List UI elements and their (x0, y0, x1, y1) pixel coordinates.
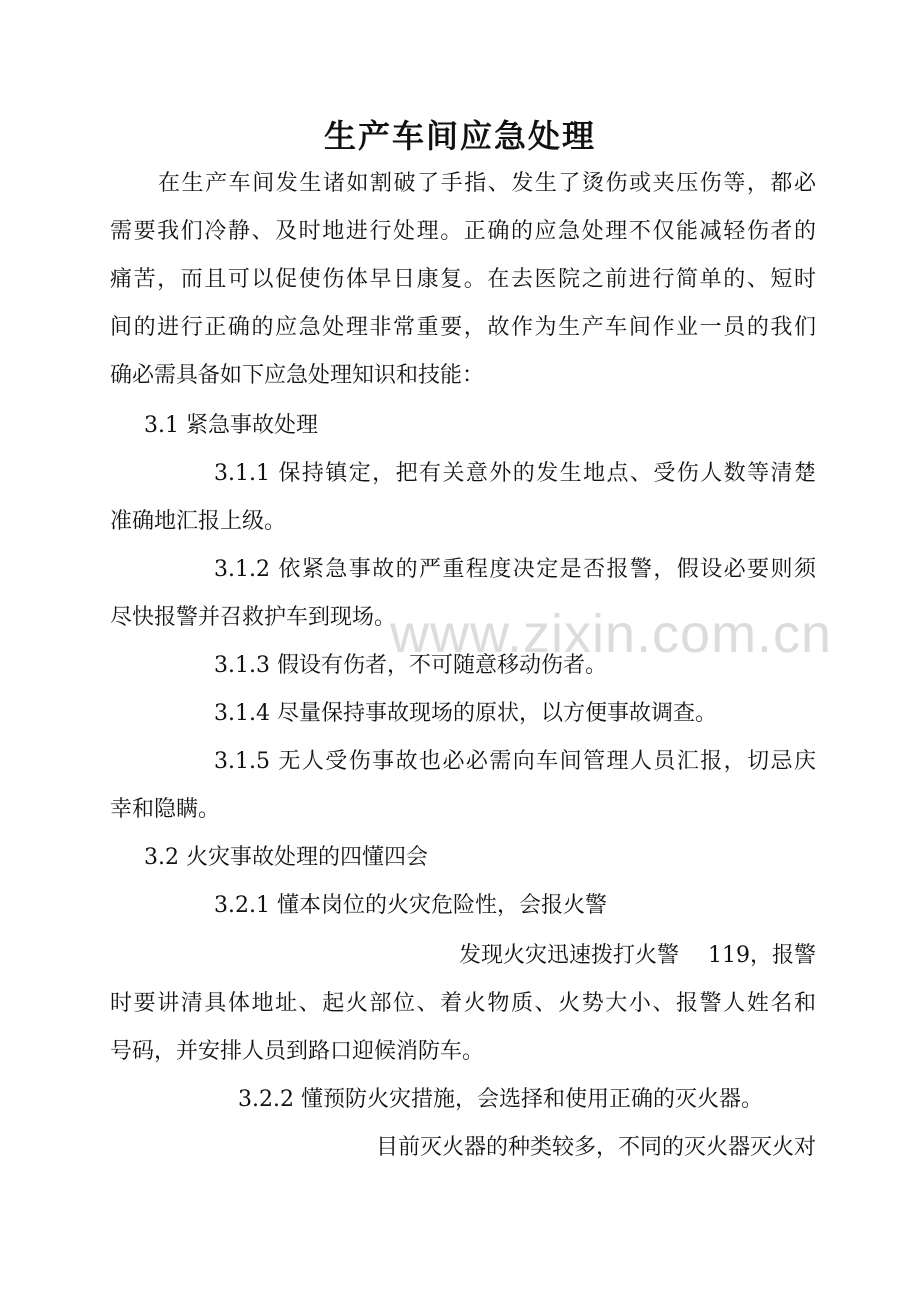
intro-line-4: 间的进行正确的应急处理非常重要，故作为生产车间作业一员的我们 (110, 315, 816, 340)
intro-line-5: 确必需具备如下应急处理知识和技能： (110, 363, 485, 388)
item-3-1-1-line-2: 准确地汇报上级。 (110, 509, 287, 534)
item-3-1-3: 3.1.3 假设有伤者，不可随意移动伤者。 (214, 653, 607, 678)
item-3-2-1: 3.2.1 懂本岗位的火灾危险性，会报火警 (214, 893, 607, 918)
section-3-2-heading: 3.2 火灾事故处理的四懂四会 (144, 845, 428, 870)
item-3-2-1-body-line-1: 发现火灾迅速拨打火警 119，报警 (459, 943, 816, 968)
item-3-1-5-line-2: 幸和隐瞒。 (110, 797, 221, 822)
item-3-2-1-body-line-3: 号码，并安排人员到路口迎候消防车。 (110, 1039, 485, 1064)
intro-line-3: 痛苦，而且可以促使伤体早日康复。在去医院之前进行简单的、短时 (110, 267, 816, 292)
item-3-1-5-line-1: 3.1.5 无人受伤事故也必必需向车间管理人员汇报，切忌庆 (214, 749, 816, 774)
item-3-1-1-line-1: 3.1.1 保持镇定，把有关意外的发生地点、受伤人数等清楚 (214, 461, 816, 486)
item-3-1-2-line-1: 3.1.2 依紧急事故的严重程度决定是否报警，假设必要则须 (214, 557, 816, 582)
item-3-2-2-body-line-1: 目前灭火器的种类较多，不同的灭火器灭火对 (375, 1135, 816, 1160)
intro-line-2: 需要我们冷静、及时地进行处理。正确的应急处理不仅能减轻伤者的 (110, 219, 816, 244)
item-3-1-2-line-2: 尽快报警并召救护车到现场。 (110, 605, 397, 630)
item-3-1-4: 3.1.4 尽量保持事故现场的原状，以方便事故调查。 (214, 701, 717, 726)
item-3-2-1-body-line-2: 时要讲清具体地址、起火部位、着火物质、火势大小、报警人姓名和 (110, 991, 816, 1016)
watermark: www.zixin.com.cn (390, 604, 833, 664)
section-3-1-heading: 3.1 紧急事故处理 (144, 413, 318, 438)
item-3-2-2: 3.2.2 懂预防火灾措施，会选择和使用正确的灭火器。 (238, 1087, 763, 1112)
intro-line-1: 在生产车间发生诸如割破了手指、发生了烫伤或夹压伤等，都必 (158, 171, 816, 196)
page-title: 生产车间应急处理 (323, 117, 596, 155)
